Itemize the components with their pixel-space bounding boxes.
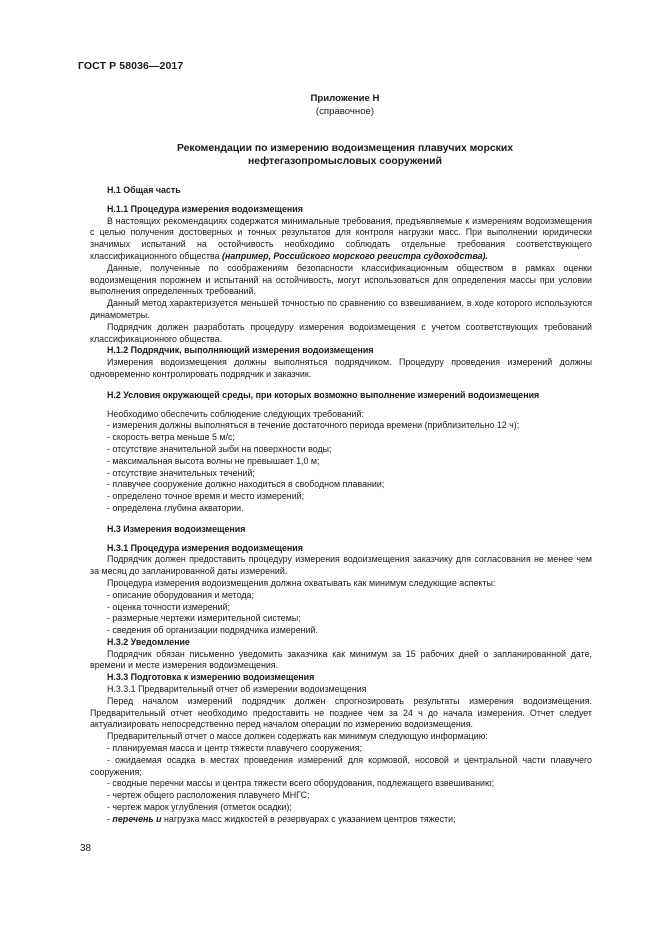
section-heading-h1-1: Н.1.1 Процедура измерения водоизмещения [107, 203, 303, 214]
section-heading-h3: Н.3 Измерения водоизмещения [107, 523, 246, 534]
section-heading-h3-3: Н.3.3 Подготовка к измерению водоизмещения [107, 672, 315, 683]
paragraph: Предварительный отчет о массе должен содержать как минимум следующую информацию: [107, 731, 488, 742]
subsection-title: Н.3.3.1 Предварительный отчет об измерении водоизмещения [107, 684, 367, 695]
list-item: - оценка точности измерений; [107, 601, 230, 612]
list-emphasis: перечень и [112, 813, 162, 824]
paragraph: Измерения водоизмещения должны выполняться подрядчиком. Процедуру проведения измерений должны одновременно контролировать подрядчик и заказчик. [90, 357, 592, 379]
list-item: - плавучее сооружение должно находиться в свободном плавании; [107, 479, 385, 490]
list-item: - отсутствие значительной зыби на поверхности воды; [107, 443, 332, 454]
title-line-2: нефтегазопромысловых сооружений [248, 156, 442, 167]
paragraph: Необходимо обеспечить соблюдение следующих требований: [107, 408, 364, 419]
paragraph [90, 216, 592, 263]
list-item: - ожидаемая осадка в местах проведения измерений для кормовой, носовой и центральной части плавучего сооружения; [90, 754, 592, 777]
paragraph: Процедура измерения водоизмещения должна охватывать как минимум следующие аспекты: [107, 577, 496, 588]
paragraph-text: В настоящих рекомендациях содержатся минимальные требования, предъявляемые к измерениям водоизмещения с целью получения достоверных и точных результатов для контроля нагрузки масс. При выполнении юридически значимых испытаний на остойчивость необходимо соблюдать отдельные требования соответствующего классификационного общества [90, 215, 592, 261]
list-item: - чертеж общего расположения плавучего МНГС; [107, 790, 310, 801]
list-item: - описание оборудования и метода; [107, 589, 254, 600]
list-text: нагрузка масс жидкостей в резервуарах с указанием центров тяжести; [161, 813, 456, 824]
paragraph: Данный метод характеризуется меньшей точностью по сравнению со взвешиванием, в ходе которого используются динамометры. [90, 298, 592, 320]
paragraph: Подрядчик обязан письменно уведомить заказчика как минимум за 15 рабочих дней о запланированной дате, времени и месте измерения водоизмещения. [90, 648, 592, 671]
document-body [90, 185, 592, 826]
list-dash: - [107, 813, 113, 824]
standard-designation: ГОСТ Р 58036—2017 [78, 60, 184, 72]
list-item: - максимальная высота волны не превышает 1,0 м; [107, 455, 320, 466]
list-item: - определена глубина акватории. [107, 502, 244, 513]
paragraph: Подрядчик должен предоставить процедуру измерения водоизмещения заказчику для согласования не менее чем за месяц до запланированной даты измерений. [90, 554, 592, 577]
page-number: 38 [80, 843, 92, 854]
list-item: - планируемая масса и центр тяжести плавучего сооружения; [107, 743, 362, 754]
list-item: - сведения об организации подрядчика измерений. [107, 625, 318, 636]
section-heading-h2: Н.2 Условия окружающей среды, при которых возможно выполнение измерений водоизмещения [107, 389, 540, 400]
list-item: - размерные чертежи измерительной системы; [107, 613, 301, 624]
list-item [90, 814, 592, 826]
section-heading-h3-2: Н.3.2 Уведомление [107, 636, 190, 647]
list-item: - определено точное время и место измерений; [107, 491, 305, 502]
paragraph: Подрядчик должен разработать процедуру измерения водоизмещения с учетом соответствующих требований классификационного общества. [90, 321, 592, 344]
appendix-note: (справочное) [315, 106, 375, 117]
list-item: - отсутствие значительных течений; [107, 467, 255, 478]
section-heading-h1: Н.1 Общая часть [107, 185, 181, 195]
paragraph: Данные, полученные по соображениям безопасности классификационным обществом в рамках оценки водоизмещения порожнем и испытаний на остойчивость, могут использоваться для определения массы при условии выполнения определенных требований. [90, 262, 592, 297]
paragraph-emphasis: (например, Российского морского регистра судоходства). [222, 250, 488, 261]
document-title [120, 142, 570, 168]
section-heading-h3-1: Н.3.1 Процедура измерения водоизмещения [107, 542, 303, 553]
list-item: - чертеж марок углубления (отметок осадки); [107, 802, 292, 813]
paragraph: Перед началом измерений подрядчик должен спрогнозировать результаты измерения водоизмещения. Предварительный отчет необходимо предоставить не позднее чем за 24 ч до начала измерения. Отчет следует актуализировать непосредственно перед началом операции по измерению водоизмещения. [90, 695, 592, 730]
appendix-label: Приложение Н [310, 93, 380, 104]
list-item: - скорость ветра меньше 5 м/с; [107, 432, 235, 443]
list-item: - сводные перечни массы и центра тяжести всего оборудования, подлежащего взвешиванию; [107, 778, 495, 789]
list-item: - измерения должны выполняться в течение достаточного периода времени (приблизительно 12 ч); [107, 420, 520, 431]
section-heading-h1-2: Н.1.2 Подрядчик, выполняющий измерения водоизмещения [107, 345, 374, 356]
title-line-1: Рекомендации по измерению водоизмещения плавучих морских [176, 143, 514, 154]
